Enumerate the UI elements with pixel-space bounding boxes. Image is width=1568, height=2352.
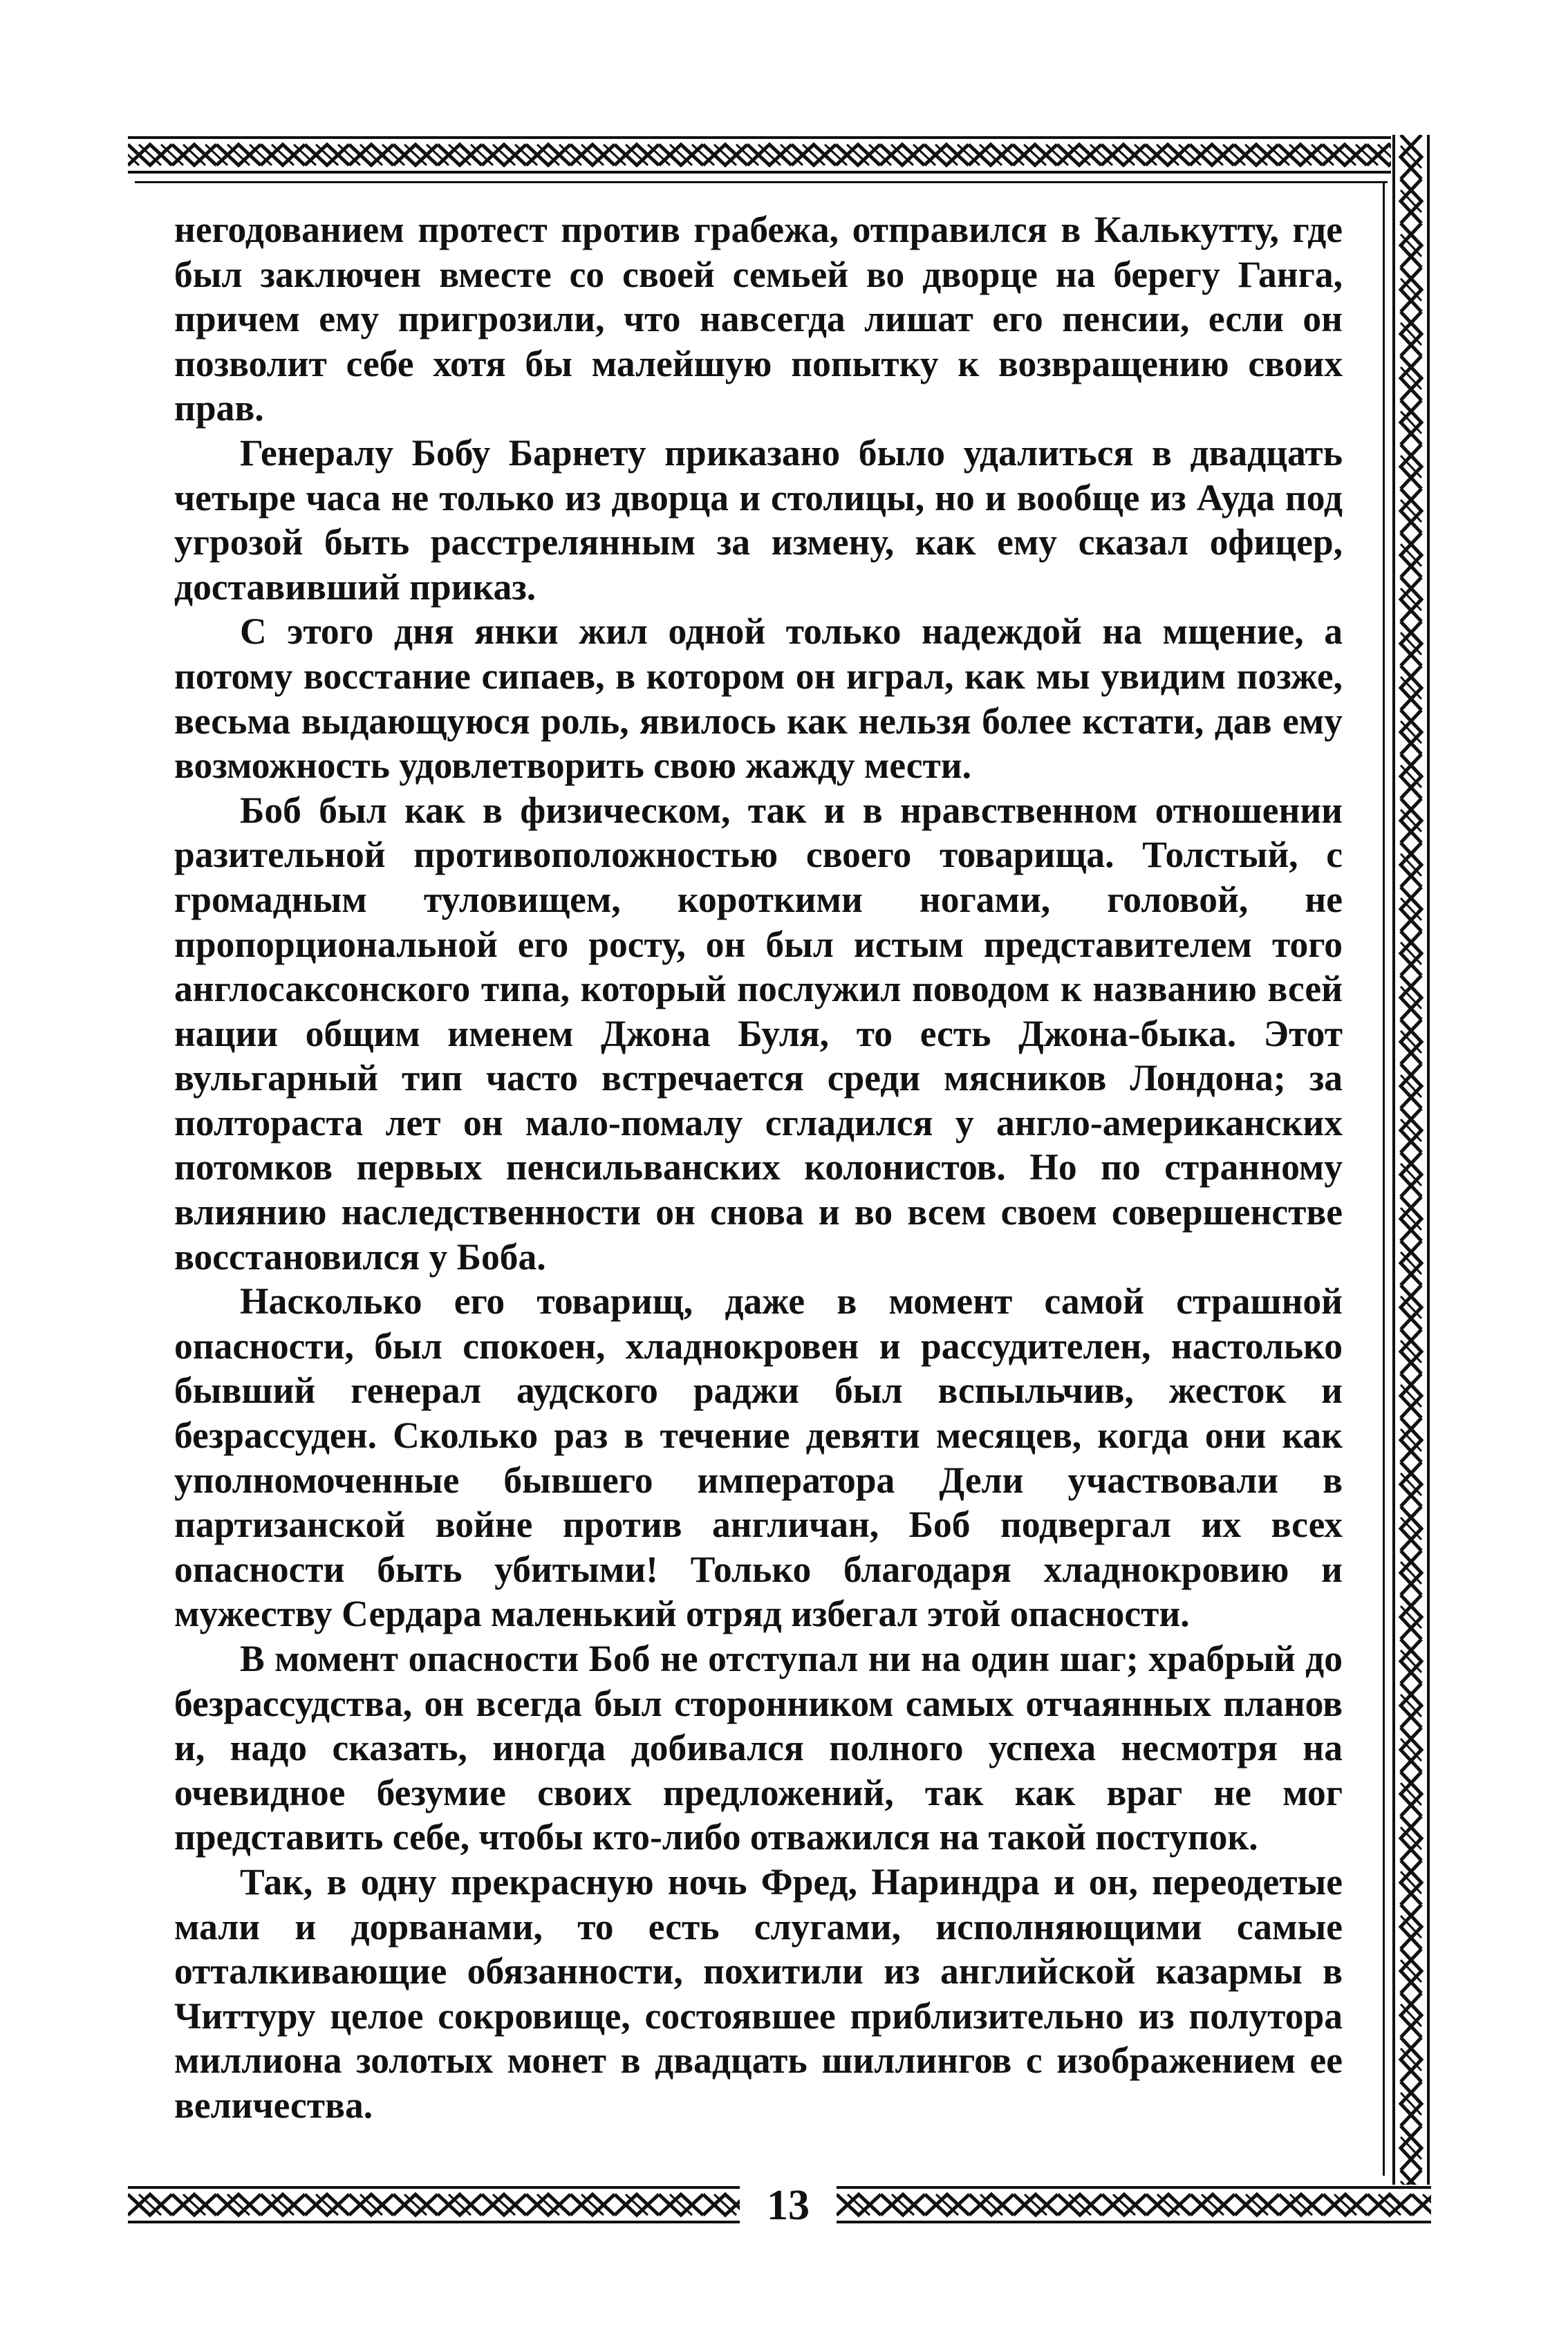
- bottom-left-ornament-border: [128, 2185, 740, 2225]
- page-number: 13: [767, 2182, 810, 2229]
- paragraph: Боб был как в физическом, так и в нравственном отношении разительной противоположностью своего товарища. Толстый, с громадным туловищем, короткими ногами, головой, не пропорциональной его росту, он был истым представителем того англосаксонского типа, который послужил поводом к названию всей нации общим именем Джона Буля, то есть Джона-быка. Этот вульгарный тип часто встречается среди мясников Лондона; за полтораста лет он мало-помалу сгладился у англо-американских потомков первых пенсильванских колонистов. Но по странному влиянию наследственности он снова и во всем своем совершенстве восстановился у Боба.: [174, 789, 1343, 1278]
- right-ornament-border: [1391, 135, 1431, 2212]
- paragraph: негодованием протест против грабежа, отправился в Калькутту, где был заключен вместе со своей семьей во дворце на берегу Ганга, причем ему пригрозили, что навсегда лишат его пенсии, если он позволит себе хотя бы малейшую попытку к возвращению своих прав.: [174, 209, 1343, 429]
- top-ornament-border: [128, 135, 1428, 175]
- inner-top-rule: [135, 181, 1388, 183]
- paragraph: С этого дня янки жил одной только надеждой на мщение, а потому восстание сипаев, в котором он играл, как мы увидим позже, весьма выдающуюся роль, явилось как нельзя более кстати, дав ему возможность удовлетворить свою жажду мести.: [174, 610, 1343, 787]
- body-text: [174, 207, 1343, 2128]
- paragraph: Насколько его товарищ, даже в момент самой страшной опасности, был спокоен, хладнокровен и рассудителен, настолько бывший генерал аудского раджи был вспыльчив, жесток и безрассуден. Сколько раз в течение девяти месяцев, когда они как уполномоченные бывшего императора Дели участвовали в партизанской войне против англичан, Боб подвергал их всех опасности быть убитыми! Только благодаря хладнокровию и мужеству Сердара маленький отряд избегал этой опасности.: [174, 1280, 1343, 1635]
- paragraph: В момент опасности Боб не отступал ни на один шаг; храбрый до безрассудства, он всегда был сторонником самых отчаянных планов и, надо сказать, иногда добивался полного успеха несмотря на очевидное безумие своих предложений, так как враг не мог представить себе, чтобы кто-либо отважился на такой поступок.: [174, 1638, 1343, 1858]
- paragraph: Генералу Бобу Барнету приказано было удалиться в двадцать четыре часа не только из дворца и столицы, но и вообще из Ауда под угрозой быть расстрелянным за измену, как ему сказал офицер, доставивший приказ.: [174, 431, 1343, 608]
- inner-right-rule: [1383, 181, 1385, 2176]
- paragraph: Так, в одну прекрасную ночь Фред, Нариндра и он, переодетые мали и дорванами, то есть слугами, исполняющими самые отталкивающие обязанности, похитили из английской казармы в Читтуру целое сокровище, состоявшее приблизительно из полутора миллиона золотых монет в двадцать шиллингов с изображением ее величества.: [174, 1860, 1343, 2126]
- bottom-right-ornament-border: [837, 2185, 1431, 2225]
